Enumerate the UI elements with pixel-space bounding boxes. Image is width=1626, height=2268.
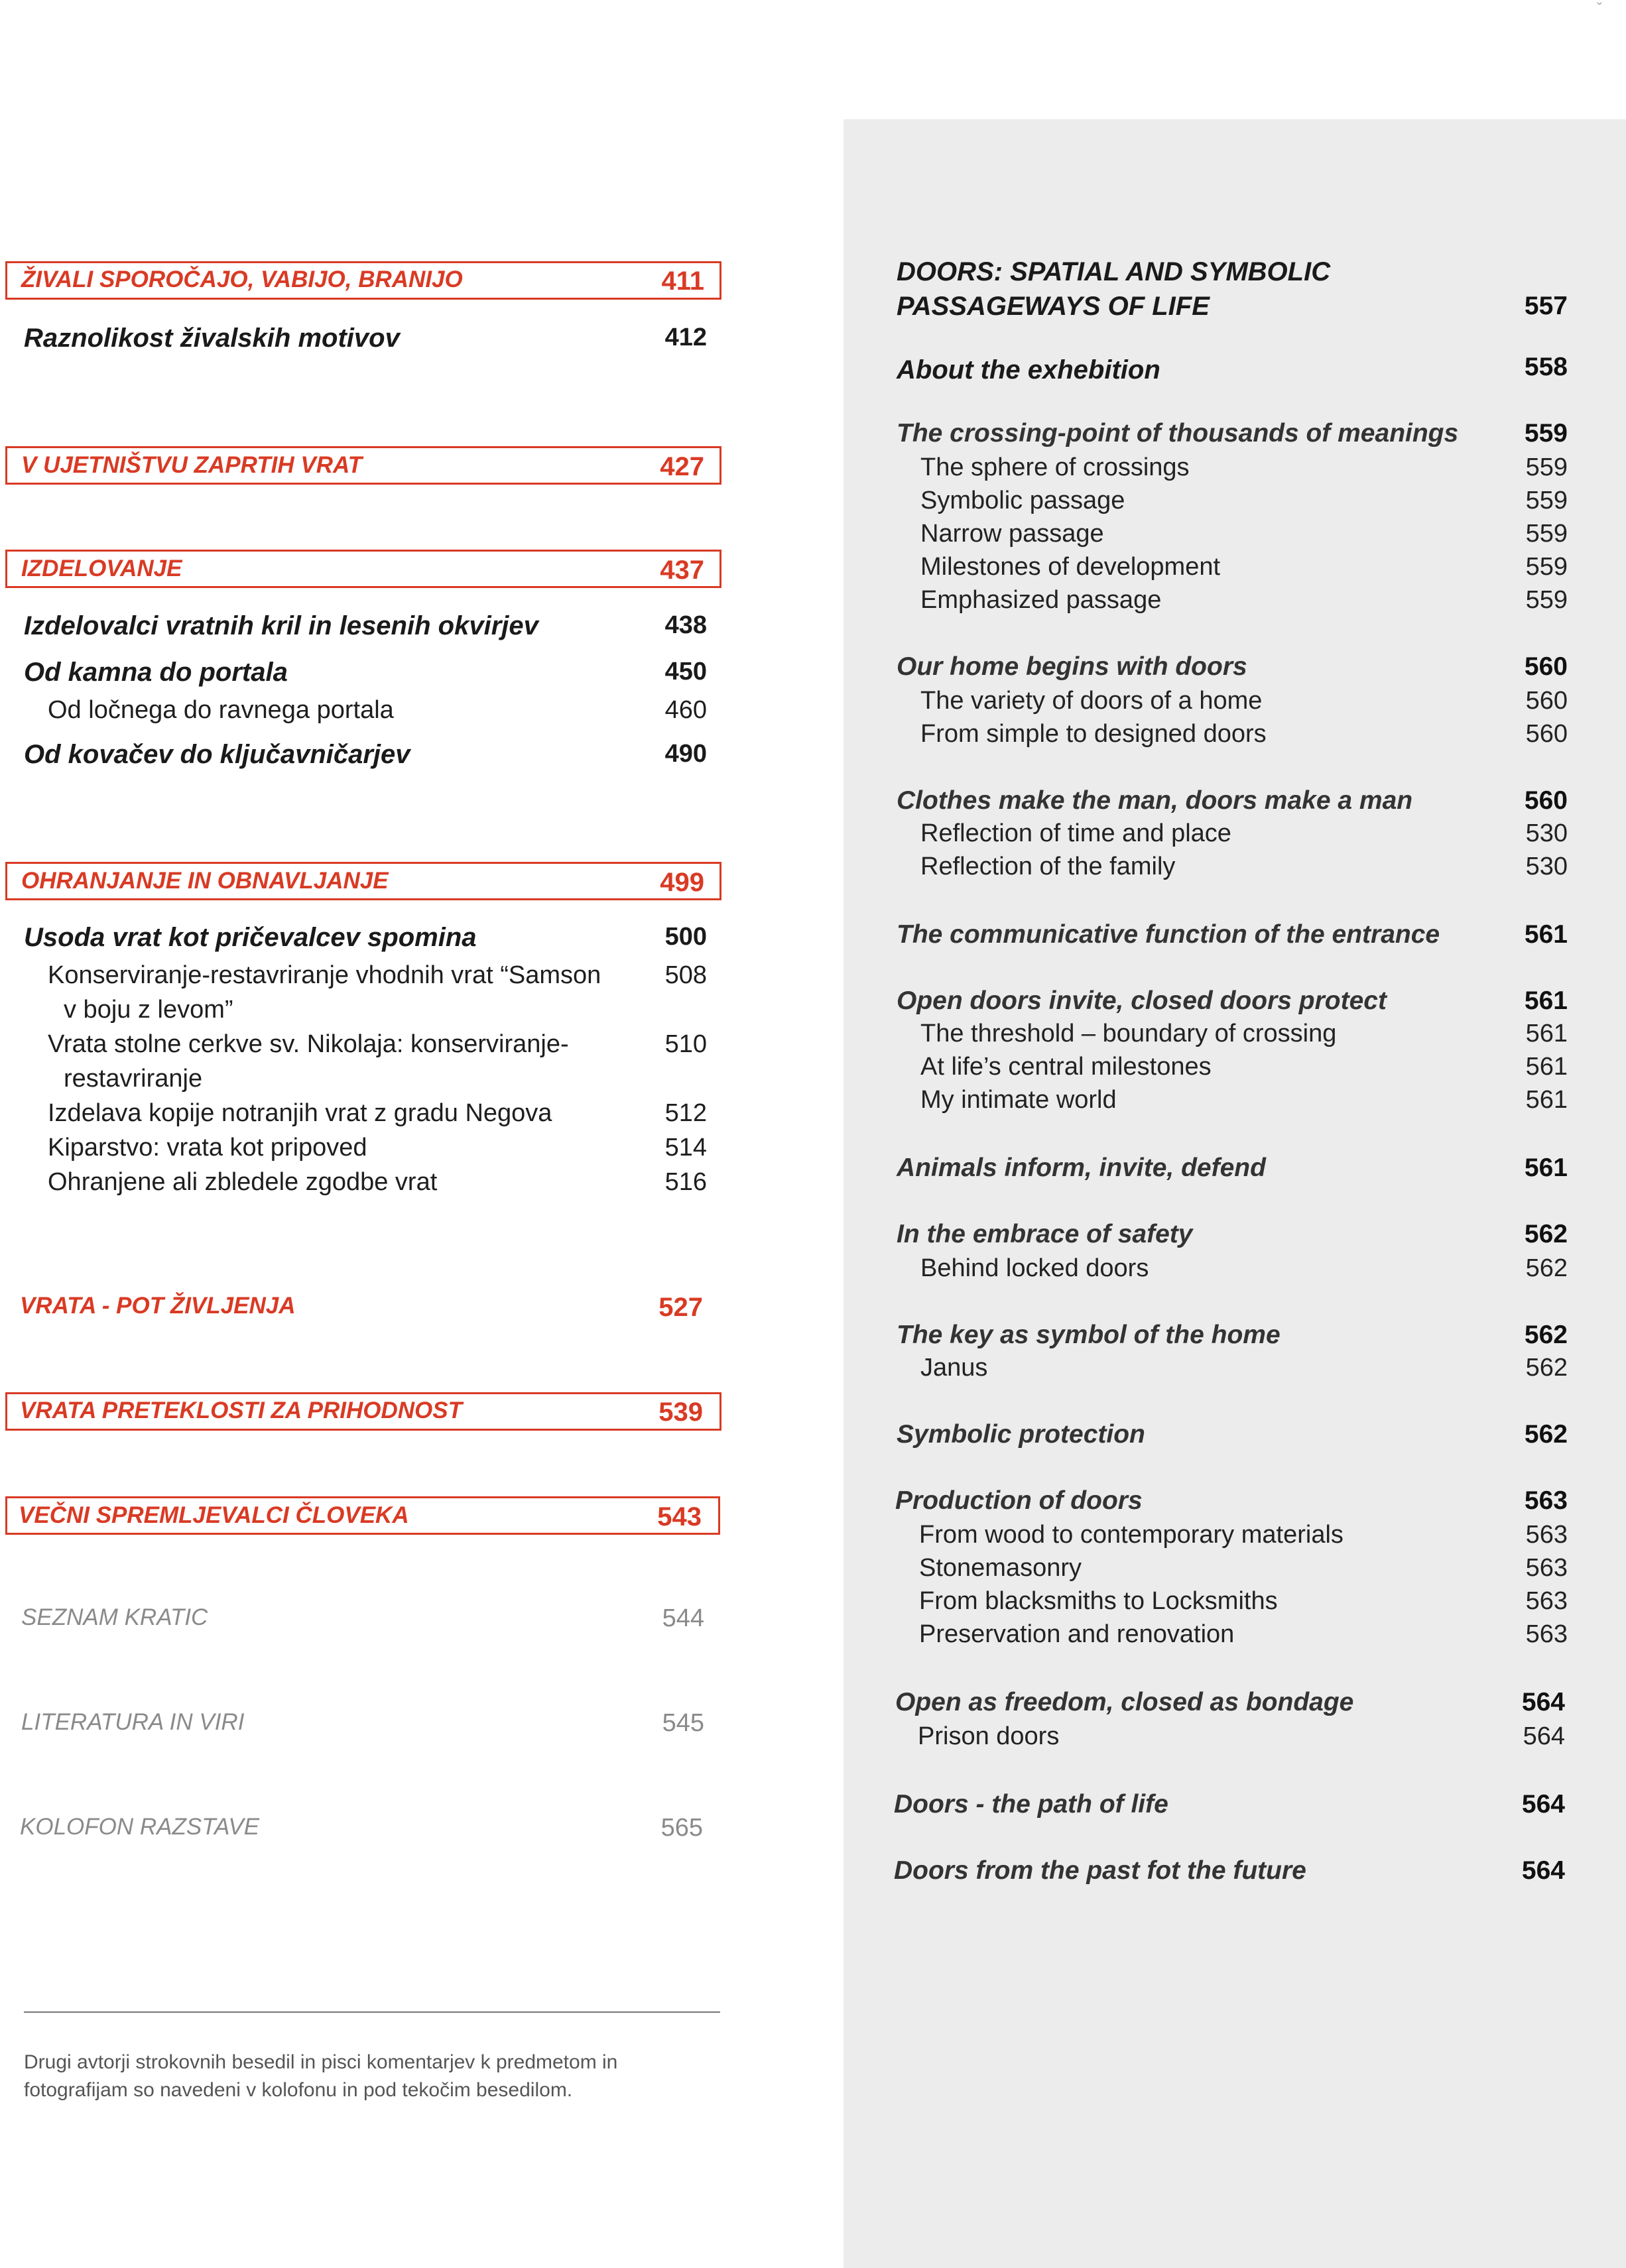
toc-page: 544: [662, 1604, 704, 1632]
toc-title: Od kamna do portala: [24, 658, 288, 687]
toc-page: 563: [1525, 1521, 1568, 1549]
toc-title: Symbolic passage: [920, 487, 1125, 514]
toc-title: In the embrace of safety: [897, 1220, 1193, 1248]
toc-title: Symbolic protection: [897, 1420, 1145, 1449]
toc-page: 499: [660, 868, 704, 897]
toc-entry-locked-doors[interactable]: [920, 1254, 1568, 1287]
toc-title: IZDELOVANJE: [21, 556, 182, 581]
toc-title: VRATA PRETEKLOSTI ZA PRIHODNOST: [20, 1398, 462, 1423]
toc-title: The crossing-point of thousands of meanings: [897, 419, 1459, 448]
toc-page: 563: [1525, 1620, 1568, 1648]
toc-entry-past-future[interactable]: [894, 1856, 1565, 1889]
toc-page: 563: [1525, 1554, 1568, 1582]
corner-mark: ˇ: [1597, 0, 1602, 18]
toc-entry-raznolikost[interactable]: [24, 324, 707, 357]
toc-page: 438: [664, 611, 707, 639]
toc-entry-about[interactable]: [897, 353, 1568, 386]
toc-page: 427: [660, 452, 704, 481]
toc-title: My intimate world: [920, 1086, 1117, 1114]
toc-title-line1: Vrata stolne cerkve sv. Nikolaja: konserviranje-: [48, 1030, 569, 1058]
toc-entry-animals[interactable]: [897, 1154, 1568, 1187]
toc-entry-ujetnistvu[interactable]: [21, 452, 704, 485]
toc-entry-path-of-life[interactable]: [894, 1790, 1565, 1823]
toc-title: VRATA - POT ŽIVLJENJA: [20, 1293, 296, 1319]
toc-page: 527: [658, 1293, 703, 1322]
toc-title: Kiparstvo: vrata kot pripoved: [48, 1134, 367, 1162]
toc-entry-clothes[interactable]: [897, 786, 1568, 819]
toc-entry-time-place[interactable]: [920, 819, 1568, 853]
toc-title: Ohranjene ali zbledele zgodbe vrat: [48, 1168, 438, 1196]
toc-entry-zgodbe[interactable]: [48, 1168, 707, 1201]
toc-title: Clothes make the man, doors make a man: [897, 786, 1413, 815]
toc-title: Doors - the path of life: [894, 1790, 1168, 1819]
toc-page: 561: [1524, 986, 1568, 1015]
toc-title-line2: v boju z levom”: [64, 996, 233, 1024]
toc-page: 564: [1523, 1722, 1565, 1750]
toc-entry-usoda[interactable]: [24, 923, 707, 956]
toc-page: 560: [1524, 652, 1568, 681]
toc-title: From simple to designed doors: [920, 720, 1267, 748]
footnote-line1: Drugi avtorji strokovnih besedil in pisci komentarjev k predmetom in: [24, 2051, 618, 2073]
toc-title: Our home begins with doors: [897, 652, 1247, 681]
toc-entry-pot-zivljenja[interactable]: [20, 1293, 703, 1326]
toc-page: 564: [1521, 1790, 1565, 1819]
toc-page: 437: [660, 556, 704, 585]
toc-page: 561: [1525, 1053, 1568, 1081]
toc-entry-izdelovanje[interactable]: [21, 556, 704, 589]
toc-title: SEZNAM KRATIC: [21, 1604, 208, 1630]
toc-entry-crossing-point[interactable]: [897, 419, 1568, 452]
toc-page: 514: [664, 1134, 707, 1162]
toc-title-line2: PASSAGEWAYS OF LIFE: [897, 292, 1210, 321]
toc-entry-samson[interactable]: [48, 961, 707, 1030]
footnote-divider: [24, 2011, 720, 2013]
toc-entry-kolofon[interactable]: [20, 1814, 703, 1847]
toc-entry-narrow-passage[interactable]: [920, 520, 1568, 553]
toc-title: Stonemasonry: [919, 1554, 1082, 1582]
toc-entry-key-symbol[interactable]: [897, 1321, 1568, 1354]
toc-page: 543: [657, 1502, 702, 1531]
toc-title: Production of doors: [895, 1486, 1143, 1515]
toc-entry-vecni[interactable]: [19, 1502, 702, 1535]
toc-page: 559: [1525, 553, 1568, 581]
toc-entry-locnega[interactable]: [48, 696, 707, 729]
toc-entry-ohranjanje[interactable]: [21, 868, 704, 901]
toc-title: The variety of doors of a home: [920, 687, 1263, 715]
toc-title: Doors from the past fot the future: [894, 1856, 1306, 1885]
toc-title: Animals inform, invite, defend: [897, 1154, 1266, 1182]
toc-title: Reflection of time and place: [920, 819, 1231, 847]
toc-page: 530: [1525, 819, 1568, 847]
toc-entry-sphere[interactable]: [920, 453, 1568, 487]
toc-title: Reflection of the family: [920, 853, 1176, 880]
toc-title-line1: Konserviranje-restavriranje vhodnih vrat “Samson: [48, 961, 601, 989]
toc-entry-production[interactable]: [895, 1486, 1568, 1520]
toc-page: 563: [1524, 1486, 1568, 1515]
toc-entry-communicative[interactable]: [897, 920, 1568, 953]
toc-entry-threshold[interactable]: [920, 1020, 1568, 1053]
toc-title: Od ločnega do ravnega portala: [48, 696, 394, 724]
toc-page: 530: [1525, 853, 1568, 880]
footnote: [24, 2049, 720, 2104]
toc-title: Prison doors: [918, 1722, 1060, 1750]
toc-title: Preservation and renovation: [919, 1620, 1235, 1648]
toc-page: 560: [1524, 786, 1568, 815]
toc-entry-family[interactable]: [920, 853, 1568, 886]
footnote-line2: fotografijam so navedeni v kolofonu in pod tekočim besedilom.: [24, 2079, 573, 2101]
toc-entry-literatura[interactable]: [21, 1709, 704, 1742]
toc-title: Open as freedom, closed as bondage: [895, 1688, 1354, 1716]
toc-entry-negova[interactable]: [48, 1099, 707, 1132]
toc-entry-nikolaja[interactable]: [48, 1030, 707, 1099]
toc-page: 450: [664, 658, 707, 686]
toc-page: 460: [664, 696, 707, 724]
toc-entry-open-invite[interactable]: [897, 986, 1568, 1020]
toc-page: 539: [658, 1398, 703, 1427]
toc-page: 561: [1524, 1154, 1568, 1182]
toc-page: 559: [1525, 520, 1568, 548]
toc-title: LITERATURA IN VIRI: [21, 1709, 245, 1735]
toc-page: 562: [1524, 1321, 1568, 1349]
toc-entry-kamna[interactable]: [24, 658, 707, 691]
toc-page: 510: [664, 1030, 707, 1058]
toc-title-line2: restavriranje: [64, 1065, 203, 1093]
toc-page: 562: [1524, 1420, 1568, 1449]
toc-title: Behind locked doors: [920, 1254, 1149, 1282]
toc-title: ŽIVALI SPOROČAJO, VABIJO, BRANIJO: [21, 267, 463, 292]
toc-entry-life-milestones[interactable]: [920, 1053, 1568, 1086]
toc-title: Izdelovalci vratnih kril in lesenih okvirjev: [24, 611, 538, 640]
toc-page: 559: [1525, 487, 1568, 514]
toc-page: 516: [664, 1168, 707, 1196]
toc-title: Milestones of development: [920, 553, 1221, 581]
toc-title: Usoda vrat kot pričevalcev spomina: [24, 923, 477, 952]
toc-entry-stonemasonry[interactable]: [919, 1554, 1568, 1587]
toc-entry-embrace[interactable]: [897, 1220, 1568, 1253]
toc-page: 500: [664, 923, 707, 951]
toc-page: 560: [1525, 687, 1568, 715]
toc-title: Od kovačev do ključavničarjev: [24, 740, 410, 769]
toc-title: OHRANJANJE IN OBNAVLJANJE: [21, 868, 389, 894]
toc-page: 508: [664, 961, 707, 989]
toc-entry-simple-designed[interactable]: [920, 720, 1568, 753]
toc-entry-variety[interactable]: [920, 687, 1568, 720]
toc-title: The sphere of crossings: [920, 453, 1190, 481]
toc-title: The communicative function of the entrance: [897, 920, 1440, 949]
toc-title: Open doors invite, closed doors protect: [897, 986, 1387, 1015]
toc-entry-doors-heading[interactable]: [897, 255, 1568, 324]
toc-title: VEČNI SPREMLJEVALCI ČLOVEKA: [19, 1502, 409, 1528]
toc-entry-janus[interactable]: [920, 1354, 1568, 1387]
toc-entry-kiparstvo[interactable]: [48, 1134, 707, 1167]
toc-entry-prison[interactable]: [918, 1722, 1565, 1756]
toc-entry-kovacev[interactable]: [24, 740, 707, 773]
toc-page: 562: [1525, 1354, 1568, 1382]
toc-entry-milestones[interactable]: [920, 553, 1568, 586]
toc-entry-kratic[interactable]: [21, 1604, 704, 1638]
toc-page: 411: [661, 267, 704, 296]
toc-entry-intimate-world[interactable]: [920, 1086, 1568, 1119]
toc-page: 564: [1521, 1856, 1565, 1885]
toc-entry-wood[interactable]: [919, 1521, 1568, 1554]
toc-page: 562: [1524, 1220, 1568, 1248]
toc-page: 559: [1525, 453, 1568, 481]
toc-page: 558: [1524, 353, 1568, 381]
toc-page: 559: [1525, 586, 1568, 614]
toc-entry-symbolic-protection[interactable]: [897, 1420, 1568, 1453]
toc-page: 561: [1525, 1086, 1568, 1114]
toc-page: 563: [1525, 1587, 1568, 1615]
toc-entry-emphasized[interactable]: [920, 586, 1568, 619]
toc-title: KOLOFON RAZSTAVE: [20, 1814, 260, 1840]
toc-page: 557: [1524, 292, 1568, 320]
toc-title: About the exhebition: [897, 355, 1160, 385]
toc-title: At life’s central milestones: [920, 1053, 1212, 1081]
toc-page: 562: [1525, 1254, 1568, 1282]
toc-title: From blacksmiths to Locksmiths: [919, 1587, 1278, 1615]
toc-title: The threshold – boundary of crossing: [920, 1020, 1337, 1047]
toc-entry-symbolic-passage[interactable]: [920, 487, 1568, 520]
toc-page: 559: [1524, 419, 1568, 448]
toc-title: V UJETNIŠTVU ZAPRTIH VRAT: [21, 452, 363, 478]
toc-entry-freedom[interactable]: [895, 1688, 1565, 1721]
toc-title: Emphasized passage: [920, 586, 1162, 614]
toc-entry-our-home[interactable]: [897, 652, 1568, 686]
toc-entry-preteklosti[interactable]: [20, 1398, 703, 1431]
toc-title: The key as symbol of the home: [897, 1321, 1281, 1349]
toc-title: Raznolikost živalskih motivov: [24, 324, 400, 353]
toc-title: From wood to contemporary materials: [919, 1521, 1344, 1549]
toc-page: 490: [664, 740, 707, 768]
toc-title: Izdelava kopije notranjih vrat z gradu Negova: [48, 1099, 552, 1127]
toc-page: 561: [1524, 920, 1568, 949]
toc-entry-blacksmiths[interactable]: [919, 1587, 1568, 1620]
toc-entry-zivali[interactable]: [21, 267, 704, 300]
toc-page: 565: [660, 1814, 703, 1842]
toc-title-line1: DOORS: SPATIAL AND SYMBOLIC: [897, 257, 1331, 286]
toc-page: 545: [662, 1709, 704, 1737]
toc-entry-preservation[interactable]: [919, 1620, 1568, 1653]
toc-page: 412: [664, 324, 707, 351]
toc-page: 560: [1525, 720, 1568, 748]
toc-page: 512: [664, 1099, 707, 1127]
toc-title: Janus: [920, 1354, 988, 1382]
toc-title: Narrow passage: [920, 520, 1104, 548]
toc-entry-izdelovalci[interactable]: [24, 611, 707, 644]
toc-page: 561: [1525, 1020, 1568, 1047]
toc-page: 564: [1521, 1688, 1565, 1716]
